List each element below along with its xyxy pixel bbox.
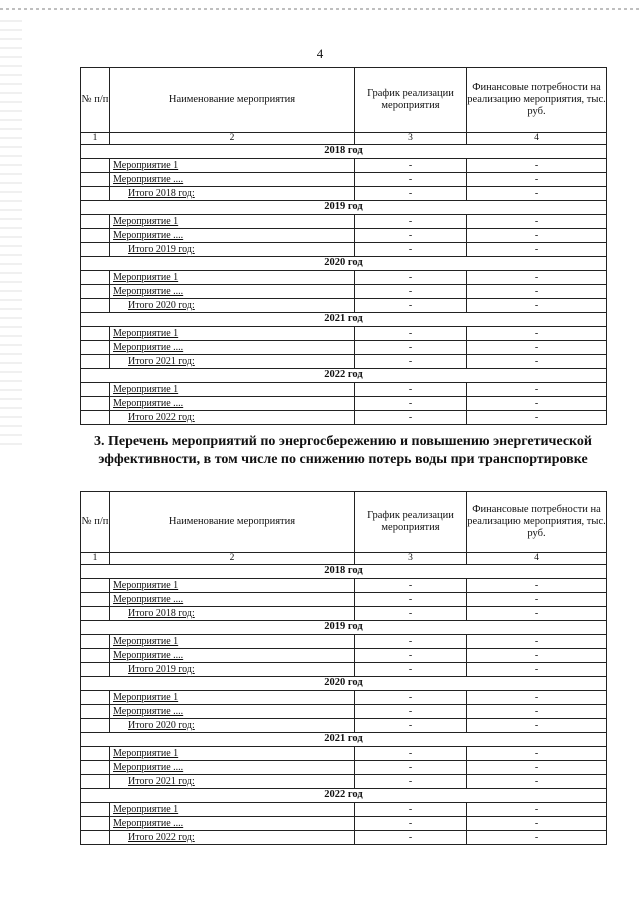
table-row <box>81 691 607 705</box>
header-schedule: График реализации мероприятия <box>355 68 467 133</box>
measure-name: Мероприятие 1 <box>110 159 355 173</box>
measure-name: Мероприятие 1 <box>110 383 355 397</box>
measure-name: Мероприятие 1 <box>110 747 355 761</box>
financing-value: - <box>467 579 607 593</box>
measure-name: Мероприятие .... <box>110 649 355 663</box>
schedule-value: - <box>355 719 467 733</box>
measure-name: Мероприятие .... <box>110 817 355 831</box>
scan-left-edge <box>0 20 22 450</box>
financing-value: - <box>467 691 607 705</box>
financing-value: - <box>467 285 607 299</box>
scan-top-edge <box>0 8 640 10</box>
column-number: 2 <box>110 553 355 565</box>
year-label: 2018 год <box>81 145 607 159</box>
total-row <box>81 607 607 621</box>
total-label: Итого 2018 год: <box>110 187 355 201</box>
table-row <box>81 635 607 649</box>
financing-value: - <box>467 817 607 831</box>
schedule-value: - <box>355 173 467 187</box>
total-label: Итого 2020 год: <box>110 719 355 733</box>
total-row <box>81 663 607 677</box>
financing-value: - <box>467 411 607 425</box>
financing-value: - <box>467 159 607 173</box>
schedule-value: - <box>355 831 467 845</box>
total-row <box>81 719 607 733</box>
year-row <box>81 313 607 327</box>
schedule-value: - <box>355 327 467 341</box>
financing-value: - <box>467 705 607 719</box>
schedule-value: - <box>355 299 467 313</box>
measure-name: Мероприятие .... <box>110 593 355 607</box>
header-number: № п/п <box>81 492 110 553</box>
table-row <box>81 761 607 775</box>
schedule-value: - <box>355 649 467 663</box>
table-row <box>81 649 607 663</box>
column-number: 1 <box>81 133 110 145</box>
page-number: 4 <box>316 46 324 61</box>
year-label: 2020 год <box>81 677 607 691</box>
schedule-value: - <box>355 705 467 719</box>
measure-name: Мероприятие 1 <box>110 271 355 285</box>
table-header-row <box>81 68 607 133</box>
table-row <box>81 271 607 285</box>
financing-value: - <box>467 229 607 243</box>
measure-name: Мероприятие 1 <box>110 215 355 229</box>
table-row <box>81 803 607 817</box>
total-row <box>81 187 607 201</box>
financing-value: - <box>467 635 607 649</box>
measure-name: Мероприятие 1 <box>110 691 355 705</box>
financing-value: - <box>467 775 607 789</box>
financing-value: - <box>467 607 607 621</box>
measure-name: Мероприятие 1 <box>110 635 355 649</box>
financing-value: - <box>467 243 607 257</box>
year-label: 2022 год <box>81 369 607 383</box>
header-number: № п/п <box>81 68 110 133</box>
schedule-value: - <box>355 691 467 705</box>
table-row <box>81 327 607 341</box>
measures-table-2 <box>80 491 607 845</box>
total-row <box>81 411 607 425</box>
financing-value: - <box>467 593 607 607</box>
total-row <box>81 355 607 369</box>
schedule-value: - <box>355 383 467 397</box>
table-row <box>81 705 607 719</box>
measure-name: Мероприятие .... <box>110 229 355 243</box>
financing-value: - <box>467 719 607 733</box>
year-label: 2018 год <box>81 565 607 579</box>
schedule-value: - <box>355 803 467 817</box>
total-label: Итого 2019 год: <box>110 663 355 677</box>
header-schedule: График реализации мероприятия <box>355 492 467 553</box>
total-label: Итого 2022 год: <box>110 411 355 425</box>
total-row <box>81 243 607 257</box>
measure-name: Мероприятие .... <box>110 761 355 775</box>
total-label: Итого 2021 год: <box>110 775 355 789</box>
year-label: 2019 год <box>81 201 607 215</box>
table-row <box>81 215 607 229</box>
table-row <box>81 747 607 761</box>
schedule-value: - <box>355 397 467 411</box>
schedule-value: - <box>355 411 467 425</box>
financing-value: - <box>467 663 607 677</box>
schedule-value: - <box>355 285 467 299</box>
measure-name: Мероприятие .... <box>110 397 355 411</box>
schedule-value: - <box>355 775 467 789</box>
financing-value: - <box>467 383 607 397</box>
financing-value: - <box>467 397 607 411</box>
table-row <box>81 229 607 243</box>
schedule-value: - <box>355 341 467 355</box>
measure-name: Мероприятие .... <box>110 341 355 355</box>
column-number: 2 <box>110 133 355 145</box>
year-label: 2021 год <box>81 733 607 747</box>
table-header-row <box>81 492 607 553</box>
column-number: 3 <box>355 553 467 565</box>
schedule-value: - <box>355 159 467 173</box>
table-row <box>81 579 607 593</box>
financing-value: - <box>467 747 607 761</box>
financing-value: - <box>467 355 607 369</box>
column-number: 1 <box>81 553 110 565</box>
year-label: 2020 год <box>81 257 607 271</box>
table-row <box>81 383 607 397</box>
header-financing: Финансовые потребности на реализацию мероприятия, тыс. руб. <box>467 68 607 133</box>
financing-value: - <box>467 299 607 313</box>
year-row <box>81 677 607 691</box>
financing-value: - <box>467 803 607 817</box>
year-row <box>81 201 607 215</box>
section-heading: 3. Перечень мероприятий по энергосбережению и повышению энергетической эффективности, в том числе по снижению потерь воды при транспортировке <box>93 434 593 468</box>
schedule-value: - <box>355 761 467 775</box>
table-row <box>81 285 607 299</box>
table-row <box>81 817 607 831</box>
year-row <box>81 369 607 383</box>
financing-value: - <box>467 271 607 285</box>
schedule-value: - <box>355 579 467 593</box>
table-row <box>81 593 607 607</box>
year-row <box>81 789 607 803</box>
column-number: 4 <box>467 133 607 145</box>
measure-name: Мероприятие 1 <box>110 327 355 341</box>
column-number: 4 <box>467 553 607 565</box>
measure-name: Мероприятие .... <box>110 705 355 719</box>
total-label: Итого 2019 год: <box>110 243 355 257</box>
column-number-row <box>81 133 607 145</box>
total-label: Итого 2020 год: <box>110 299 355 313</box>
header-financing: Финансовые потребности на реализацию мероприятия, тыс. руб. <box>467 492 607 553</box>
year-label: 2019 год <box>81 621 607 635</box>
table-row <box>81 341 607 355</box>
year-label: 2022 год <box>81 789 607 803</box>
financing-value: - <box>467 187 607 201</box>
year-label: 2021 год <box>81 313 607 327</box>
total-label: Итого 2021 год: <box>110 355 355 369</box>
financing-value: - <box>467 173 607 187</box>
schedule-value: - <box>355 229 467 243</box>
total-label: Итого 2022 год: <box>110 831 355 845</box>
header-measure-name: Наименование мероприятия <box>110 68 355 133</box>
year-row <box>81 621 607 635</box>
measure-name: Мероприятие 1 <box>110 579 355 593</box>
financing-value: - <box>467 215 607 229</box>
year-row <box>81 565 607 579</box>
schedule-value: - <box>355 635 467 649</box>
total-row <box>81 775 607 789</box>
year-row <box>81 145 607 159</box>
total-label: Итого 2018 год: <box>110 607 355 621</box>
total-row <box>81 299 607 313</box>
schedule-value: - <box>355 271 467 285</box>
schedule-value: - <box>355 215 467 229</box>
table-row <box>81 397 607 411</box>
measures-table-1 <box>80 67 607 425</box>
financing-value: - <box>467 761 607 775</box>
schedule-value: - <box>355 607 467 621</box>
measure-name: Мероприятие .... <box>110 285 355 299</box>
column-number-row <box>81 553 607 565</box>
financing-value: - <box>467 649 607 663</box>
schedule-value: - <box>355 187 467 201</box>
financing-value: - <box>467 341 607 355</box>
measure-name: Мероприятие 1 <box>110 803 355 817</box>
total-row <box>81 831 607 845</box>
schedule-value: - <box>355 817 467 831</box>
header-measure-name: Наименование мероприятия <box>110 492 355 553</box>
schedule-value: - <box>355 593 467 607</box>
measure-name: Мероприятие .... <box>110 173 355 187</box>
table-row <box>81 159 607 173</box>
schedule-value: - <box>355 355 467 369</box>
financing-value: - <box>467 831 607 845</box>
schedule-value: - <box>355 747 467 761</box>
table-row <box>81 173 607 187</box>
column-number: 3 <box>355 133 467 145</box>
financing-value: - <box>467 327 607 341</box>
schedule-value: - <box>355 243 467 257</box>
year-row <box>81 257 607 271</box>
year-row <box>81 733 607 747</box>
schedule-value: - <box>355 663 467 677</box>
